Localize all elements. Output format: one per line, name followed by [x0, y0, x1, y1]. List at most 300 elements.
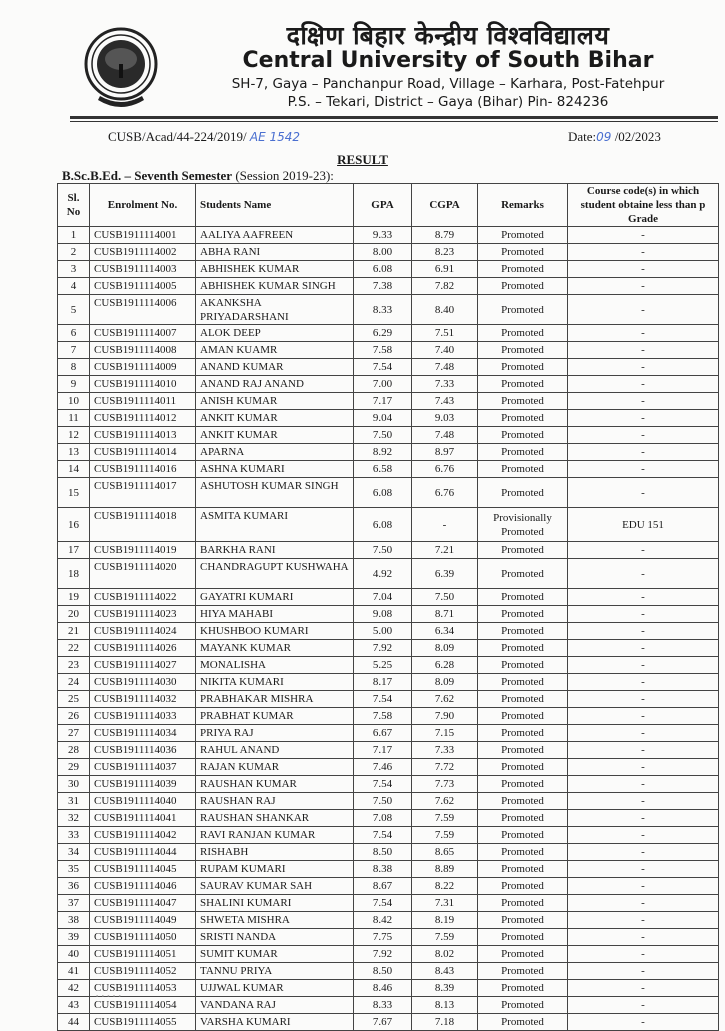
cell-cgpa: 8.43: [412, 963, 478, 980]
cell-gpa: 6.29: [354, 325, 412, 342]
cell-enrolment-no: CUSB1911114044: [90, 844, 196, 861]
cell-student-name: RAVI RANJAN KUMAR: [196, 827, 354, 844]
cell-student-name: TANNU PRIYA: [196, 963, 354, 980]
cell-remarks: Promoted: [478, 427, 568, 444]
cell-enrolment-no: CUSB1911114009: [90, 359, 196, 376]
cell-sl-no: 9: [58, 376, 90, 393]
cell-cgpa: 8.39: [412, 980, 478, 997]
cell-course-codes: -: [568, 359, 719, 376]
university-logo: [84, 26, 158, 112]
cell-course-codes: -: [568, 895, 719, 912]
cell-student-name: APARNA: [196, 444, 354, 461]
cell-sl-no: 24: [58, 674, 90, 691]
cell-cgpa: 8.40: [412, 295, 478, 325]
cell-cgpa: 7.21: [412, 542, 478, 559]
cell-student-name: PRIYA RAJ: [196, 725, 354, 742]
cell-course-codes: -: [568, 542, 719, 559]
cell-cgpa: 7.18: [412, 1014, 478, 1031]
cell-student-name: RAUSHAN SHANKAR: [196, 810, 354, 827]
cell-enrolment-no: CUSB1911114034: [90, 725, 196, 742]
document-title: RESULT: [337, 152, 388, 167]
cell-enrolment-no: CUSB1911114006: [90, 295, 196, 325]
cell-enrolment-no: CUSB1911114020: [90, 559, 196, 589]
cell-enrolment-no: CUSB1911114012: [90, 410, 196, 427]
cell-gpa: 7.17: [354, 393, 412, 410]
table-row: [58, 725, 719, 742]
cell-course-codes: -: [568, 244, 719, 261]
table-row: [58, 376, 719, 393]
cell-enrolment-no: CUSB1911114001: [90, 227, 196, 244]
cell-sl-no: 41: [58, 963, 90, 980]
cell-course-codes: -: [568, 844, 719, 861]
cell-student-name: VARSHA KUMARI: [196, 1014, 354, 1031]
cell-student-name: HIYA MAHABI: [196, 606, 354, 623]
cell-course-codes: -: [568, 342, 719, 359]
cell-enrolment-no: CUSB1911114016: [90, 461, 196, 478]
table-row: [58, 963, 719, 980]
cell-student-name: SAURAV KUMAR SAH: [196, 878, 354, 895]
cell-gpa: 7.58: [354, 342, 412, 359]
table-row: [58, 657, 719, 674]
cell-sl-no: 23: [58, 657, 90, 674]
cell-course-codes: -: [568, 742, 719, 759]
cell-enrolment-no: CUSB1911114042: [90, 827, 196, 844]
cell-gpa: 6.08: [354, 261, 412, 278]
table-row: [58, 606, 719, 623]
cell-course-codes: -: [568, 776, 719, 793]
cell-gpa: 8.00: [354, 244, 412, 261]
date-suffix: /02/2023: [614, 129, 661, 144]
cell-gpa: 7.54: [354, 691, 412, 708]
cell-course-codes: -: [568, 261, 719, 278]
cell-student-name: SHWETA MISHRA: [196, 912, 354, 929]
programme-session: (Session 2019-23):: [235, 168, 334, 183]
cell-enrolment-no: CUSB1911114050: [90, 929, 196, 946]
cell-course-codes: -: [568, 376, 719, 393]
cell-student-name: NIKITA KUMARI: [196, 674, 354, 691]
cell-cgpa: 6.91: [412, 261, 478, 278]
cell-student-name: VANDANA RAJ: [196, 997, 354, 1014]
table-row: [58, 997, 719, 1014]
cell-course-codes: -: [568, 810, 719, 827]
table-row: [58, 912, 719, 929]
table-row: [58, 878, 719, 895]
cell-cgpa: 8.19: [412, 912, 478, 929]
cell-gpa: 8.46: [354, 980, 412, 997]
cell-course-codes: -: [568, 861, 719, 878]
cell-remarks: Promoted: [478, 295, 568, 325]
cell-cgpa: 7.59: [412, 929, 478, 946]
cell-sl-no: 13: [58, 444, 90, 461]
cell-gpa: 7.54: [354, 895, 412, 912]
cell-remarks: Promoted: [478, 623, 568, 640]
cell-sl-no: 21: [58, 623, 90, 640]
table-row: [58, 759, 719, 776]
address-line-1: SH-7, Gaya – Panchanpur Road, Village – Karhara, Post-Fatehpur: [231, 76, 665, 92]
cell-enrolment-no: CUSB1911114037: [90, 759, 196, 776]
cell-student-name: ASHUTOSH KUMAR SINGH: [196, 478, 354, 508]
cell-course-codes: -: [568, 725, 719, 742]
table-row: [58, 261, 719, 278]
cell-course-codes: -: [568, 393, 719, 410]
cell-cgpa: 7.73: [412, 776, 478, 793]
cell-student-name: AALIYA AAFREEN: [196, 227, 354, 244]
table-row: [58, 810, 719, 827]
cell-student-name: PRABHAKAR MISHRA: [196, 691, 354, 708]
cell-enrolment-no: CUSB1911114041: [90, 810, 196, 827]
cell-enrolment-no: CUSB1911114014: [90, 444, 196, 461]
cell-remarks: Promoted: [478, 244, 568, 261]
cell-enrolment-no: CUSB1911114026: [90, 640, 196, 657]
cell-cgpa: 7.40: [412, 342, 478, 359]
cell-cgpa: 8.97: [412, 444, 478, 461]
cell-gpa: 8.33: [354, 997, 412, 1014]
header-student-name: Students Name: [196, 184, 354, 227]
cell-gpa: 7.46: [354, 759, 412, 776]
table-row: [58, 827, 719, 844]
cell-student-name: SHALINI KUMARI: [196, 895, 354, 912]
table-row: [58, 427, 719, 444]
header-rule-thick: [70, 116, 718, 119]
cell-student-name: RUPAM KUMARI: [196, 861, 354, 878]
cell-cgpa: 7.33: [412, 742, 478, 759]
cell-gpa: 8.50: [354, 844, 412, 861]
cell-remarks: Promoted: [478, 827, 568, 844]
cell-sl-no: 36: [58, 878, 90, 895]
table-row: [58, 508, 719, 542]
cell-enrolment-no: CUSB1911114024: [90, 623, 196, 640]
cell-gpa: 7.08: [354, 810, 412, 827]
cell-gpa: 9.33: [354, 227, 412, 244]
cell-student-name: AKANKSHA PRIYADARSHANI: [196, 295, 354, 325]
cell-student-name: RISHABH: [196, 844, 354, 861]
cell-gpa: 7.92: [354, 640, 412, 657]
cell-student-name: MAYANK KUMAR: [196, 640, 354, 657]
cell-cgpa: 8.09: [412, 674, 478, 691]
cell-sl-no: 16: [58, 508, 90, 542]
cell-remarks: Promoted: [478, 861, 568, 878]
cell-gpa: 6.67: [354, 725, 412, 742]
cell-student-name: AMAN KUAMR: [196, 342, 354, 359]
cell-remarks: Promoted: [478, 461, 568, 478]
cell-enrolment-no: CUSB1911114049: [90, 912, 196, 929]
cell-sl-no: 25: [58, 691, 90, 708]
cell-course-codes: -: [568, 444, 719, 461]
table-row: [58, 393, 719, 410]
cell-cgpa: -: [412, 508, 478, 542]
cell-remarks: Promoted: [478, 793, 568, 810]
cell-course-codes: -: [568, 410, 719, 427]
cell-cgpa: 6.76: [412, 478, 478, 508]
cell-gpa: 5.00: [354, 623, 412, 640]
table-row: [58, 278, 719, 295]
cell-cgpa: 7.31: [412, 895, 478, 912]
cell-student-name: SRISTI NANDA: [196, 929, 354, 946]
cell-remarks: Promoted: [478, 691, 568, 708]
cell-sl-no: 22: [58, 640, 90, 657]
cell-course-codes: -: [568, 589, 719, 606]
cell-cgpa: 7.48: [412, 359, 478, 376]
cell-sl-no: 29: [58, 759, 90, 776]
cell-gpa: 7.54: [354, 776, 412, 793]
table-row: [58, 478, 719, 508]
cell-remarks: Promoted: [478, 657, 568, 674]
cell-student-name: ANISH KUMAR: [196, 393, 354, 410]
cell-student-name: MONALISHA: [196, 657, 354, 674]
cell-student-name: ABHISHEK KUMAR SINGH: [196, 278, 354, 295]
cell-sl-no: 40: [58, 946, 90, 963]
table-row: [58, 342, 719, 359]
cell-gpa: 4.92: [354, 559, 412, 589]
cell-remarks: Promoted: [478, 606, 568, 623]
cell-course-codes: -: [568, 325, 719, 342]
cell-remarks: Promoted: [478, 946, 568, 963]
cell-cgpa: 7.51: [412, 325, 478, 342]
university-title-hindi: दक्षिण बिहार केन्द्रीय विश्वविद्यालय: [286, 21, 610, 50]
cell-enrolment-no: CUSB1911114018: [90, 508, 196, 542]
cell-course-codes: -: [568, 227, 719, 244]
cell-remarks: Promoted: [478, 810, 568, 827]
cell-student-name: ANAND RAJ ANAND: [196, 376, 354, 393]
cell-cgpa: 8.71: [412, 606, 478, 623]
cell-enrolment-no: CUSB1911114030: [90, 674, 196, 691]
cell-enrolment-no: CUSB1911114022: [90, 589, 196, 606]
table-row: [58, 946, 719, 963]
cell-cgpa: 9.03: [412, 410, 478, 427]
cell-student-name: ANAND KUMAR: [196, 359, 354, 376]
cell-course-codes: -: [568, 691, 719, 708]
cell-remarks: Promoted: [478, 261, 568, 278]
table-row: [58, 674, 719, 691]
cell-enrolment-no: CUSB1911114046: [90, 878, 196, 895]
cell-sl-no: 11: [58, 410, 90, 427]
reference-handwritten: AE 1542: [249, 130, 301, 144]
cell-cgpa: 7.33: [412, 376, 478, 393]
table-row: [58, 295, 719, 325]
cell-course-codes: -: [568, 963, 719, 980]
cell-gpa: 7.17: [354, 742, 412, 759]
cell-sl-no: 3: [58, 261, 90, 278]
cell-gpa: 7.92: [354, 946, 412, 963]
cell-student-name: RAJAN KUMAR: [196, 759, 354, 776]
cell-sl-no: 12: [58, 427, 90, 444]
table-row: [58, 844, 719, 861]
table-row: [58, 325, 719, 342]
cell-course-codes: -: [568, 427, 719, 444]
cell-gpa: 9.08: [354, 606, 412, 623]
table-row: [58, 640, 719, 657]
cell-gpa: 5.25: [354, 657, 412, 674]
cell-enrolment-no: CUSB1911114047: [90, 895, 196, 912]
cell-enrolment-no: CUSB1911114007: [90, 325, 196, 342]
cell-remarks: Promoted: [478, 708, 568, 725]
cell-remarks: Promoted: [478, 674, 568, 691]
cell-student-name: ABHISHEK KUMAR: [196, 261, 354, 278]
cell-course-codes: -: [568, 1014, 719, 1031]
cell-student-name: SUMIT KUMAR: [196, 946, 354, 963]
table-row: [58, 244, 719, 261]
table-row: [58, 227, 719, 244]
cell-cgpa: 6.28: [412, 657, 478, 674]
cell-remarks: Promoted: [478, 640, 568, 657]
cell-enrolment-no: CUSB1911114033: [90, 708, 196, 725]
cell-cgpa: 6.76: [412, 461, 478, 478]
cell-cgpa: 7.90: [412, 708, 478, 725]
cell-enrolment-no: CUSB1911114052: [90, 963, 196, 980]
cell-remarks: Promoted: [478, 963, 568, 980]
cell-sl-no: 35: [58, 861, 90, 878]
cell-student-name: GAYATRI KUMARI: [196, 589, 354, 606]
cell-gpa: 8.17: [354, 674, 412, 691]
cell-student-name: ASMITA KUMARI: [196, 508, 354, 542]
cell-enrolment-no: CUSB1911114040: [90, 793, 196, 810]
cell-enrolment-no: CUSB1911114045: [90, 861, 196, 878]
cell-enrolment-no: CUSB1911114054: [90, 997, 196, 1014]
cell-enrolment-no: CUSB1911114036: [90, 742, 196, 759]
cell-remarks: Promoted: [478, 878, 568, 895]
cell-remarks: Promoted: [478, 844, 568, 861]
cell-sl-no: 6: [58, 325, 90, 342]
cell-student-name: UJJWAL KUMAR: [196, 980, 354, 997]
cell-course-codes: EDU 151: [568, 508, 719, 542]
header-remarks: Remarks: [478, 184, 568, 227]
table-row: [58, 559, 719, 589]
cell-enrolment-no: CUSB1911114055: [90, 1014, 196, 1031]
cell-cgpa: 8.22: [412, 878, 478, 895]
cell-course-codes: -: [568, 606, 719, 623]
cell-sl-no: 2: [58, 244, 90, 261]
cell-remarks: Promoted: [478, 759, 568, 776]
cell-gpa: 8.92: [354, 444, 412, 461]
header-rule-thin: [70, 121, 718, 122]
cell-enrolment-no: CUSB1911114019: [90, 542, 196, 559]
cell-remarks: Promoted: [478, 589, 568, 606]
cell-remarks: Promoted: [478, 559, 568, 589]
cell-student-name: ANKIT KUMAR: [196, 410, 354, 427]
cell-gpa: 7.50: [354, 793, 412, 810]
cell-cgpa: 7.62: [412, 793, 478, 810]
cell-course-codes: -: [568, 827, 719, 844]
cell-cgpa: 6.34: [412, 623, 478, 640]
header-gpa: GPA: [354, 184, 412, 227]
cell-course-codes: -: [568, 946, 719, 963]
cell-course-codes: -: [568, 912, 719, 929]
cell-sl-no: 30: [58, 776, 90, 793]
reference-number: [108, 129, 300, 145]
cell-student-name: RAUSHAN KUMAR: [196, 776, 354, 793]
result-table: [57, 183, 719, 1031]
cell-gpa: 7.04: [354, 589, 412, 606]
cell-enrolment-no: CUSB1911114027: [90, 657, 196, 674]
programme-line: [62, 168, 334, 184]
cell-sl-no: 38: [58, 912, 90, 929]
cell-enrolment-no: CUSB1911114002: [90, 244, 196, 261]
cell-course-codes: -: [568, 708, 719, 725]
header-sl-no: Sl. No: [58, 184, 90, 227]
cell-sl-no: 32: [58, 810, 90, 827]
header-cgpa: CGPA: [412, 184, 478, 227]
cell-gpa: 8.42: [354, 912, 412, 929]
cell-sl-no: 10: [58, 393, 90, 410]
cell-gpa: 8.50: [354, 963, 412, 980]
cell-student-name: ALOK DEEP: [196, 325, 354, 342]
cell-sl-no: 31: [58, 793, 90, 810]
cell-enrolment-no: CUSB1911114003: [90, 261, 196, 278]
cell-gpa: 7.54: [354, 359, 412, 376]
cell-student-name: KHUSHBOO KUMARI: [196, 623, 354, 640]
cell-gpa: 9.04: [354, 410, 412, 427]
cell-gpa: 7.75: [354, 929, 412, 946]
cell-sl-no: 19: [58, 589, 90, 606]
cell-sl-no: 43: [58, 997, 90, 1014]
cell-course-codes: -: [568, 674, 719, 691]
cell-sl-no: 15: [58, 478, 90, 508]
cell-cgpa: 7.62: [412, 691, 478, 708]
cell-student-name: ANKIT KUMAR: [196, 427, 354, 444]
cell-remarks: Provisionally Promoted: [478, 508, 568, 542]
cell-gpa: 7.67: [354, 1014, 412, 1031]
cell-course-codes: -: [568, 878, 719, 895]
cell-enrolment-no: CUSB1911114039: [90, 776, 196, 793]
cell-remarks: Promoted: [478, 912, 568, 929]
cell-enrolment-no: CUSB1911114017: [90, 478, 196, 508]
cell-gpa: 7.50: [354, 427, 412, 444]
table-row: [58, 895, 719, 912]
cell-cgpa: 7.43: [412, 393, 478, 410]
cell-sl-no: 34: [58, 844, 90, 861]
cell-student-name: PRABHAT KUMAR: [196, 708, 354, 725]
cell-gpa: 7.50: [354, 542, 412, 559]
table-row: [58, 691, 719, 708]
header-enrolment: Enrolment No.: [90, 184, 196, 227]
university-title-english: Central University of South Bihar: [242, 48, 654, 73]
table-row: [58, 542, 719, 559]
cell-cgpa: 7.72: [412, 759, 478, 776]
cell-gpa: 7.38: [354, 278, 412, 295]
cell-student-name: RAHUL ANAND: [196, 742, 354, 759]
cell-cgpa: 8.02: [412, 946, 478, 963]
cell-gpa: 7.00: [354, 376, 412, 393]
cell-course-codes: -: [568, 657, 719, 674]
cell-student-name: ASHNA KUMARI: [196, 461, 354, 478]
cell-remarks: Promoted: [478, 359, 568, 376]
cell-course-codes: -: [568, 295, 719, 325]
cell-remarks: Promoted: [478, 725, 568, 742]
cell-cgpa: 8.13: [412, 997, 478, 1014]
table-row: [58, 589, 719, 606]
cell-course-codes: -: [568, 478, 719, 508]
cell-cgpa: 7.50: [412, 589, 478, 606]
cell-remarks: Promoted: [478, 895, 568, 912]
cell-cgpa: 6.39: [412, 559, 478, 589]
cell-gpa: 8.33: [354, 295, 412, 325]
cell-sl-no: 18: [58, 559, 90, 589]
cell-course-codes: -: [568, 759, 719, 776]
cell-cgpa: 7.48: [412, 427, 478, 444]
address-line-2: P.S. – Tekari, District – Gaya (Bihar) Pin- 824236: [287, 94, 609, 110]
cell-sl-no: 26: [58, 708, 90, 725]
cell-gpa: 6.08: [354, 508, 412, 542]
cell-sl-no: 14: [58, 461, 90, 478]
cell-remarks: Promoted: [478, 227, 568, 244]
cell-cgpa: 7.82: [412, 278, 478, 295]
cell-enrolment-no: CUSB1911114053: [90, 980, 196, 997]
cell-course-codes: -: [568, 929, 719, 946]
table-row: [58, 980, 719, 997]
table-row: [58, 1014, 719, 1031]
cell-student-name: BARKHA RANI: [196, 542, 354, 559]
table-row: [58, 929, 719, 946]
